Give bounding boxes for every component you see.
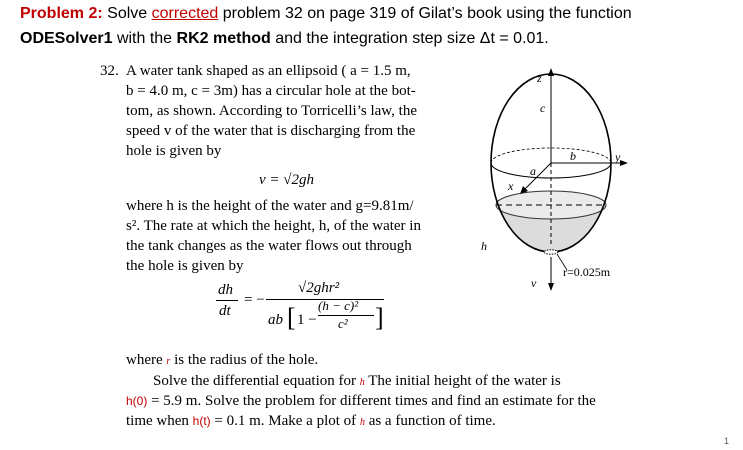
ht-label: h(t) (192, 414, 211, 428)
eq-dh: dh (218, 282, 233, 298)
radius-text: is the radius of the hole. (174, 352, 319, 368)
label-h: h (481, 239, 487, 253)
eq-numerator: √2ghr² (298, 280, 340, 296)
eq-v-rhs: √2gh (283, 172, 315, 188)
eq-denom-frac-num: (h − c)² (318, 298, 359, 313)
outflow-arrowhead (548, 283, 554, 291)
z-axis-arrowhead (548, 68, 554, 76)
problem-line-7: s². The rate at which the height, h, of the water in (126, 218, 421, 234)
problem-line-4: speed v of the water that is discharging from the (126, 123, 416, 139)
solve-word: Solve (107, 5, 148, 22)
r-label: r (166, 356, 171, 367)
y-axis-arrowhead (620, 160, 628, 166)
make-plot-text: = 0.1 m. Make a plot of (214, 413, 357, 429)
label-a: a (530, 164, 536, 178)
eq-denom-frac-den: c² (338, 316, 348, 331)
problem-line-5: hole is given by (126, 143, 222, 159)
label-c: c (540, 101, 546, 115)
problem-label: Problem 2: (20, 5, 103, 22)
label-y: y (615, 150, 621, 164)
with-the: with the (116, 30, 173, 47)
eq-denom-ab: ab (268, 312, 283, 328)
page-number: 1 (724, 436, 730, 446)
as-function-text: as a function of time. (368, 413, 496, 429)
eq-denom-one-minus: 1 − (297, 312, 317, 328)
problem-line12-rest: = 5.9 m. Solve the problem for different times and find an estimate for the (151, 393, 596, 409)
method-name: RK2 method (176, 30, 271, 47)
corrected-link[interactable]: corrected (151, 5, 219, 22)
eq-right-bracket: ] (375, 303, 384, 332)
problem-line-1: A water tank shaped as an ellipsoid ( a = 1.5 m, (126, 63, 411, 79)
problem-line-8: the tank changes as the water flows out through (126, 238, 412, 254)
time-when: time when (126, 413, 189, 429)
label-x: x (508, 179, 514, 193)
problem-line-9: the hole is given by (126, 258, 244, 274)
eq-left-bracket: [ (287, 303, 296, 332)
h-label: h (359, 377, 365, 388)
hole (544, 250, 558, 254)
eq-dt: dt (219, 303, 231, 319)
where-word: where (126, 352, 163, 368)
header-line2-rest: and the integration step size Δt = 0.01. (275, 30, 549, 47)
solve-text: Solve the differential equation for (153, 373, 356, 389)
problem-line-6: where h is the height of the water and g=9.81m/ (126, 198, 414, 214)
function-name: ODESolver1 (20, 30, 113, 47)
problem-number: 32. (100, 63, 119, 79)
initial-height-text: The initial height of the water is (368, 373, 561, 389)
h0-label: h(0) (126, 394, 148, 408)
problem-line-2: b = 4.0 m, c = 3m) has a circular hole at the bot- (126, 83, 416, 99)
header-line1-rest: problem 32 on page 319 of Gilat’s book using the function (222, 5, 632, 22)
label-z: z (537, 71, 542, 85)
label-v: v (531, 276, 537, 290)
label-b: b (570, 149, 576, 163)
h-label-2: h (359, 417, 365, 428)
eq-equals-minus: = − (244, 292, 265, 308)
eq-v-lhs: v = (259, 172, 280, 188)
problem-line-3: tom, as shown. According to Torricelli’s law, the (126, 103, 417, 119)
label-r: r=0.025m (563, 265, 611, 279)
